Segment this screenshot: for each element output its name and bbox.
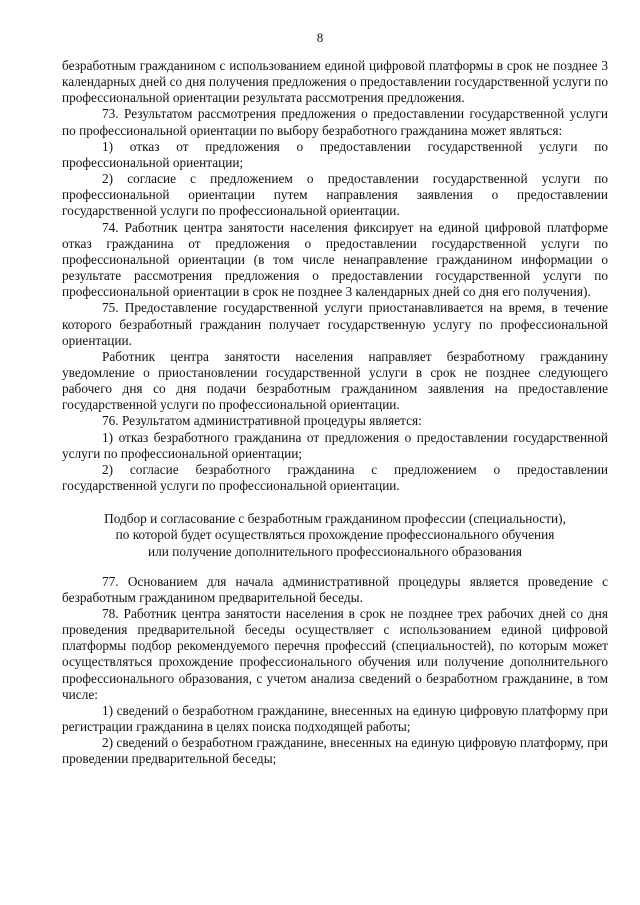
section-heading	[62, 511, 608, 559]
document-body	[62, 58, 608, 768]
page-number: 8	[316, 30, 324, 45]
section-heading-line: Подбор и согласование с безработным гражданином профессии (специальности),	[104, 511, 566, 527]
paragraph-item-76-2: 2) согласие безработного гражданина с предложением о предоставлении государственной услуги по профессиональной ориентации.	[62, 461, 608, 494]
paragraph-item-76-1: 1) отказ безработного гражданина от предложения о предоставлении государственной услуги по профессиональной ориентации;	[62, 429, 608, 461]
paragraph-continuation: безработным гражданином с использованием единой цифровой платформы в срок не позднее 3 календарных дней со дня получения предложения о предоставлении государственной услуги по профессиональной ориентации результата рассмотрения предложения.	[62, 58, 608, 106]
paragraph-item-75-notice: Работник центра занятости населения направляет безработному гражданину уведомление о приостановлении государственной услуги в срок не позднее следующего рабочего дня со дня подачи безработным гражданином заявления на предоставление государственной услуги по профессиональной ориентации.	[62, 348, 608, 413]
paragraph-item-74: 74. Работник центра занятости населения фиксирует на единой цифровой платформе отказ гражданина от предложения о предоставлении государственной услуги по профессиональной ориентации (в том числе ненаправление гражданином информации о результате рассмотрения предложения о предоставлении государственной услуги по профессиональной ориентации в срок не позднее 3 календарных дней со дня его получения).	[62, 219, 608, 300]
paragraph-item-73: 73. Результатом рассмотрения предложения о предоставлении государственной услуги по профессиональной ориентации по выбору безработного гражданина может являться:	[62, 106, 608, 138]
paragraph-item-76: 76. Результатом административной процедуры является:	[102, 413, 422, 429]
paragraph-item-77: 77. Основанием для начала административной процедуры является проведение с безработным гражданином предварительной беседы.	[62, 573, 608, 605]
paragraph-item-73-2: 2) согласие с предложением о предоставлении государственной услуги по профессиональной ориентации путем направления заявления о предоставлении государственной услуги по профессиональной ориентации.	[62, 171, 608, 219]
section-heading-line: или получение дополнительного профессионального образования	[148, 543, 522, 559]
paragraph-item-78-1: 1) сведений о безработном гражданине, внесенных на единую цифровую платформу при регистрации гражданина в целях поиска подходящей работы;	[62, 702, 608, 735]
paragraph-item-78: 78. Работник центра занятости населения в срок не позднее трех рабочих дней со дня проведения предварительной беседы осуществляет с использованием единой цифровой платформы подбор рекомендуемого перечня профессий (специальностей), по которым может осуществляться прохождение профессионального обучения или получение дополнительного профессионального образования, с учетом анализа сведений о безработном гражданине, в том числе:	[62, 606, 608, 702]
paragraph-item-73-1: 1) отказ от предложения о предоставлении государственной услуги по профессиональной ориентации;	[62, 138, 608, 170]
paragraph-item-75: 75. Предоставление государственной услуги приостанавливается на время, в течение которого безработный гражданин получает государственную услугу по профессиональной ориентации.	[62, 300, 608, 348]
paragraph-item-78-2: 2) сведений о безработном гражданине, внесенных на единую цифровую платформу, при проведении предварительной беседы;	[62, 735, 608, 767]
section-heading-line: по которой будет осуществляться прохождение профессионального обучения	[115, 527, 555, 543]
